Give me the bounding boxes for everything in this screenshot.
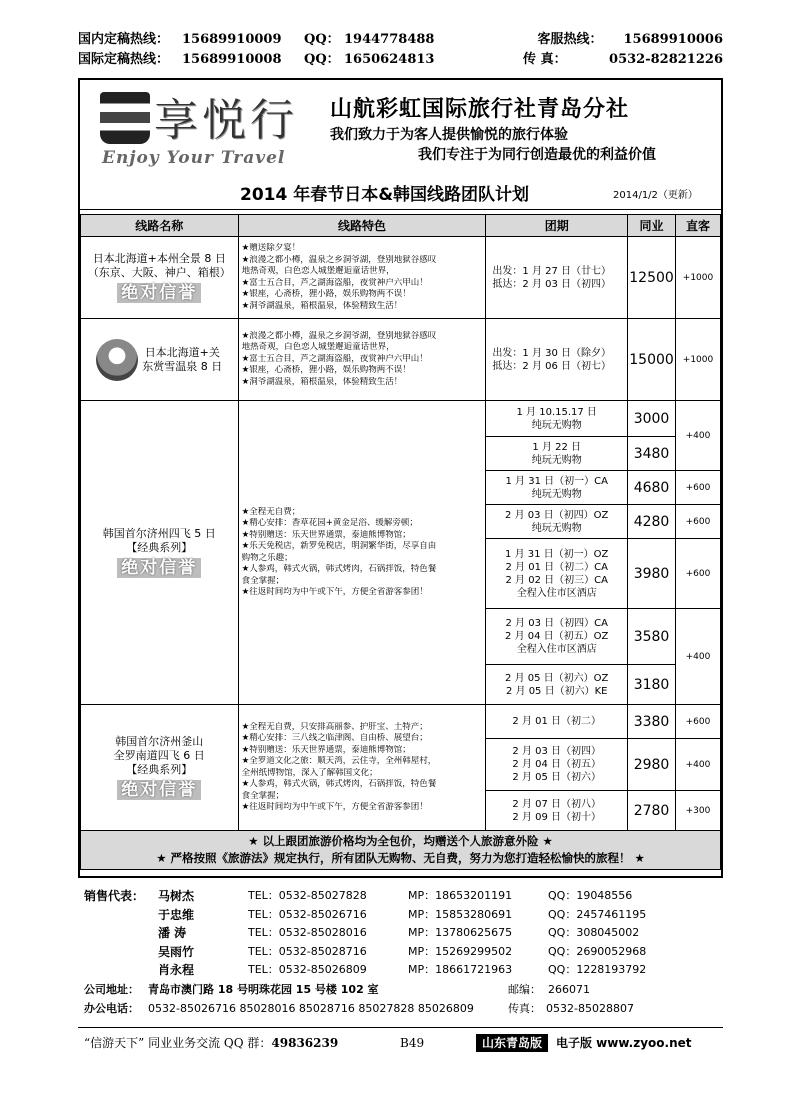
- trust-stamp: 绝对信誉: [117, 283, 201, 303]
- company-name: 山航彩虹国际旅行社青岛分社: [330, 97, 630, 122]
- flyer-frame: [78, 78, 723, 878]
- direct-price: +600: [676, 505, 721, 539]
- departure-dates: [486, 505, 628, 539]
- office-phone-row: [78, 999, 723, 1018]
- qq-group-label: “信游天下” 同业业务交流 QQ 群：: [84, 1036, 272, 1050]
- route-features: [238, 705, 486, 831]
- date-line: 2 月 05 日（初六）KE: [505, 685, 608, 697]
- trade-price: 2980: [628, 739, 676, 791]
- intl-qq-label: QQ：: [304, 52, 340, 67]
- route-name-cell: [81, 401, 239, 705]
- contact-name: 潘 涛: [158, 926, 187, 940]
- header-direct-price: 直客: [676, 215, 721, 237]
- feature-line: ★浪漫之都小樽，温泉之乡洞爷湖，登别地狱谷感叹: [241, 330, 437, 341]
- company-address: 青岛市澳门路 18 号明珠花园 15 号楼 102 室: [148, 982, 379, 996]
- feature-line: 购物之乐趣；: [241, 552, 293, 563]
- date-line: 2 月 02 日（初三）CA: [505, 574, 608, 586]
- logo-mark-icon: [100, 92, 150, 144]
- departure-dates: [486, 401, 628, 437]
- route-name-line: 日本北海道+本州全景 8 日: [92, 252, 226, 265]
- route-row: [81, 237, 721, 319]
- contact-mobile: MP：18661721963: [408, 963, 513, 976]
- date-line: 抵达：2 月 06 日（初七）: [492, 360, 612, 372]
- trust-stamp: 绝对信誉: [117, 558, 201, 578]
- header-features: 线路特色: [238, 215, 486, 237]
- trade-price: 3180: [628, 665, 676, 705]
- contact-qq: QQ：2690052968: [548, 944, 647, 958]
- trade-price: 12500: [628, 237, 676, 319]
- feature-line: ★特别赠送：乐天世界通票，泰迪熊博物馆；: [241, 744, 411, 755]
- feature-line: ★银座，心斋桥，狸小路，娱乐购物两不误！: [241, 365, 411, 376]
- sales-label: 销售代表：: [84, 889, 145, 903]
- notice-row: [81, 831, 721, 870]
- feature-line: 食全掌握；: [241, 575, 285, 586]
- trust-stamp: 绝对信誉: [117, 780, 201, 800]
- feature-line: ★富士五合目，芦之湖海盗船，夜赏神户六甲山！: [241, 277, 428, 288]
- feature-line: ★洞爷湖温泉，箱根温泉，体验精致生活！: [241, 376, 403, 387]
- feature-line: ★往返时间均为中午或下午，方便全省游客参团！: [241, 587, 428, 597]
- route-name-line: 韩国首尔济州四飞 5 日: [102, 527, 216, 540]
- fax-number: 0532-82821226: [609, 52, 723, 67]
- date-line: 2 月 09 日（初十）: [512, 811, 602, 823]
- route-name-line: 韩国首尔济州釜山: [115, 735, 204, 748]
- office-fax: 0532-85028807: [546, 1001, 634, 1015]
- address-label: 公司地址：: [84, 982, 139, 996]
- date-line: 1 月 22 日: [532, 441, 582, 453]
- slogan-2: 我们专注于为同行创造最优的利益价值: [418, 147, 656, 163]
- departure-dates: [486, 319, 628, 401]
- trade-price: 15000: [628, 319, 676, 401]
- date-line: 2 月 01 日（初二）: [512, 716, 602, 727]
- contact-qq: QQ：19048556: [548, 889, 633, 902]
- edition-badge: 山东青岛版: [476, 1034, 548, 1052]
- route-name-line: （东京、大阪、神户、箱根）: [87, 266, 231, 279]
- route-features: [238, 319, 486, 401]
- direct-price: +400: [676, 609, 721, 705]
- plan-date: 2014/1/2（更新）: [613, 190, 698, 201]
- trade-price: 3580: [628, 609, 676, 665]
- contact-qq: QQ：308045002: [548, 926, 640, 939]
- date-line: 抵达：2 月 03 日（初四）: [492, 278, 612, 290]
- route-name-line: 全罗南道四飞 6 日: [113, 749, 205, 762]
- date-line: 纯玩无购物: [531, 419, 582, 431]
- departure-dates: [486, 705, 628, 739]
- header-dates: 团期: [486, 215, 628, 237]
- date-line: 1 月 31 日（初一）CA: [505, 475, 608, 487]
- slogan-1: 我们致力于为客人提供愉悦的旅行体验: [330, 127, 568, 143]
- logo-cn: 享悦行: [154, 95, 298, 146]
- route-features: [238, 401, 486, 705]
- route-features: [238, 237, 486, 319]
- intl-qq: 1650624813: [344, 52, 435, 67]
- feature-line: ★浪漫之都小樽，温泉之乡洞爷湖，登别地狱谷感叹: [241, 254, 437, 265]
- direct-price: +1000: [676, 237, 721, 319]
- trade-price: 4680: [628, 471, 676, 505]
- intl-hotline-label: 国际定稿热线：: [78, 52, 170, 67]
- contact-row: [78, 887, 723, 906]
- direct-price: +600: [676, 705, 721, 739]
- logo: [100, 88, 310, 168]
- contacts: [78, 887, 723, 1018]
- route-name-cell: [81, 319, 239, 401]
- contact-row: [78, 961, 723, 980]
- departure-dates: [486, 609, 628, 665]
- feature-line: 地热奇观，白色恋人城堡邂逅童话世界，: [241, 266, 395, 276]
- route-row: [81, 319, 721, 401]
- route-row: [81, 401, 721, 437]
- feature-line: ★洞爷湖温泉，箱根温泉，体验精致生活！: [241, 300, 403, 311]
- domestic-hotline-label: 国内定稿热线：: [78, 32, 170, 47]
- contact-tel: TEL：0532-85028016: [248, 926, 367, 939]
- contact-name: 吴雨竹: [158, 944, 195, 959]
- direct-price: +600: [676, 539, 721, 609]
- contact-tel: TEL：0532-85026809: [248, 963, 367, 976]
- hotlines: [78, 30, 723, 70]
- website-link[interactable]: 电子版 www.zyoo.net: [556, 1036, 692, 1050]
- route-row: [81, 705, 721, 739]
- contact-name: 马树杰: [158, 889, 195, 903]
- feature-line: ★全罗道文化之旅：顺天湾，云住寺，全州韩屋村，: [241, 756, 437, 766]
- route-name-cell: [81, 237, 239, 319]
- table-header-row: [81, 215, 721, 237]
- trade-price: 4280: [628, 505, 676, 539]
- routes-table: [80, 214, 721, 870]
- departure-dates: [486, 539, 628, 609]
- intl-hotline: 15689910008: [182, 52, 282, 67]
- service-hotline: 15689910006: [623, 32, 723, 47]
- qq-group-text: [84, 1033, 338, 1053]
- feature-line: ★精心安排：三八线之临津阁、自由桥、展望台；: [241, 733, 428, 743]
- departure-dates: [486, 237, 628, 319]
- departure-dates: [486, 665, 628, 705]
- page-footer: [78, 1033, 723, 1053]
- contact-row: [78, 906, 723, 925]
- hokkaido-badge-icon: [96, 339, 138, 381]
- route-name-line: 【经典系列】: [126, 763, 193, 776]
- date-line: 纯玩无购物: [531, 454, 582, 466]
- date-line: 2 月 01 日（初二）CA: [505, 561, 608, 573]
- date-line: 2 月 04 日（初五）OZ: [505, 631, 609, 642]
- trade-price: 2780: [628, 791, 676, 831]
- page-number: B49: [400, 1036, 425, 1050]
- trade-price: 3380: [628, 705, 676, 739]
- date-line: 出发：1 月 30 日（除夕）: [492, 347, 612, 359]
- postcode: 266071: [548, 982, 590, 996]
- contact-tel: TEL：0532-85028716: [248, 944, 367, 958]
- fax-label: 传 真：: [523, 52, 567, 67]
- contact-tel: TEL：0532-85027828: [248, 889, 367, 902]
- date-line: 纯玩无购物: [531, 488, 582, 500]
- departure-dates: [486, 791, 628, 831]
- date-line: 2 月 05 日（初六）: [512, 772, 602, 783]
- feature-line: ★富士五合目，芦之湖海盗船，夜赏神户六甲山！: [241, 353, 428, 364]
- route-name-line: 东赏雪温泉 8 日: [142, 359, 223, 373]
- date-line: 纯玩无购物: [531, 522, 582, 534]
- contact-row: [78, 943, 723, 962]
- departure-dates: [486, 739, 628, 791]
- contact-name: 于忠维: [158, 907, 195, 922]
- postcode-label: 邮编：: [508, 982, 541, 996]
- date-line: 2 月 05 日（初六）OZ: [505, 672, 609, 684]
- date-line: 1 月 10.15.17 日: [516, 406, 597, 418]
- direct-price: +400: [676, 739, 721, 791]
- date-line: 2 月 07 日（初八）: [512, 798, 602, 810]
- direct-price: +600: [676, 471, 721, 505]
- date-line: 全程入住市区酒店: [516, 644, 597, 655]
- feature-line: ★人参鸡，韩式火锅，韩式烤肉，石锅拌饭，特色餐: [241, 564, 437, 574]
- feature-line: ★往返时间均为中午或下午，方便全省游客参团！: [241, 802, 428, 812]
- feature-line: 全州纸博物馆，深入了解韩国文化；: [241, 767, 378, 778]
- feature-line: 地热奇观，白色恋人城堡邂逅童话世界，: [241, 342, 395, 353]
- date-line: 2 月 03 日（初四）OZ: [505, 509, 609, 521]
- route-name-cell: [81, 705, 239, 831]
- contact-qq: QQ：1228193792: [548, 963, 647, 976]
- header-trade-price: 同业: [628, 215, 676, 237]
- departure-dates: [486, 471, 628, 505]
- office-phone-label: 办公电话：: [84, 1001, 139, 1015]
- feature-line: 食全掌握；: [241, 790, 285, 801]
- trade-price: 3480: [628, 437, 676, 471]
- service-hotline-label: 客服热线：: [537, 32, 603, 47]
- plan-title: 2014 年春节日本&韩国线路团队计划: [240, 185, 530, 205]
- date-line: 2 月 03 日（初四）CA: [505, 618, 608, 629]
- route-name-line: 日本北海道+关: [144, 345, 220, 359]
- direct-price: +300: [676, 791, 721, 831]
- contact-mobile: MP：18653201191: [408, 889, 513, 902]
- notice-all-inclusive: ★ 以上跟团旅游价格均为全包价，均赠送个人旅游意外险 ★: [248, 834, 553, 848]
- domestic-qq: 1944778488: [344, 32, 435, 47]
- route-name-line: 【经典系列】: [126, 541, 193, 554]
- feature-line: ★全程无自费；: [241, 506, 301, 517]
- date-line: 出发：1 月 27 日（廿七）: [492, 265, 612, 277]
- qq-group-number: 49836239: [271, 1036, 339, 1050]
- date-line: 全程入住市区酒店: [516, 587, 597, 599]
- contact-mobile: MP：13780625675: [408, 926, 513, 939]
- domestic-qq-label: QQ：: [304, 32, 340, 47]
- contact-row: [78, 924, 723, 943]
- feature-line: ★全程无自费，只安排高丽参、护肝宝、土特产；: [241, 721, 428, 732]
- office-fax-label: 传真：: [508, 1001, 541, 1015]
- feature-line: ★人参鸡，韩式火锅，韩式烤肉，石锅拌饭，特色餐: [241, 779, 437, 789]
- address-row: [78, 980, 723, 999]
- trade-price: 3980: [628, 539, 676, 609]
- direct-price: +400: [676, 401, 721, 471]
- notice-tourism-law: ★ 严格按照《旅游法》规定执行，所有团队无购物、无自费，努力为您打造轻松愉快的旅程！ ★: [156, 851, 645, 865]
- feature-line: ★乐天免税店，新罗免税店，明洞繁华街，尽享自由: [241, 541, 437, 551]
- direct-price: +1000: [676, 319, 721, 401]
- contact-mobile: MP：15269299502: [408, 944, 513, 958]
- logo-en: Enjoy Your Travel: [102, 148, 286, 168]
- feature-line: ★特别赠送：乐天世界通票，泰迪熊博物馆；: [241, 529, 411, 540]
- flyer-header: [80, 80, 721, 210]
- footer-divider: [78, 1027, 723, 1028]
- contact-name: 肖永程: [158, 963, 195, 977]
- header-route-name: 线路名称: [81, 215, 239, 237]
- contact-tel: TEL：0532-85026716: [248, 907, 367, 921]
- contact-mobile: MP：15853280691: [408, 907, 513, 921]
- date-line: 2 月 03 日（初四）: [512, 746, 602, 757]
- trade-price: 3000: [628, 401, 676, 437]
- feature-line: ★精心安排：香草花园+黄金足浴、缓解旁顿；: [241, 518, 418, 528]
- contact-qq: QQ：2457461195: [548, 907, 647, 921]
- notice-cell: [81, 831, 721, 870]
- date-line: 1 月 31 日（初一）OZ: [505, 548, 609, 560]
- domestic-hotline: 15689910009: [182, 32, 282, 47]
- office-phones: 0532-85026716 85028016 85028716 85027828 85026809: [148, 1001, 474, 1015]
- feature-line: ★赠送除夕宴！: [241, 243, 301, 253]
- feature-line: ★银座，心斋桥，狸小路，娱乐购物两不误！: [241, 289, 411, 299]
- departure-dates: [486, 437, 628, 471]
- date-line: 2 月 04 日（初五）: [512, 759, 602, 770]
